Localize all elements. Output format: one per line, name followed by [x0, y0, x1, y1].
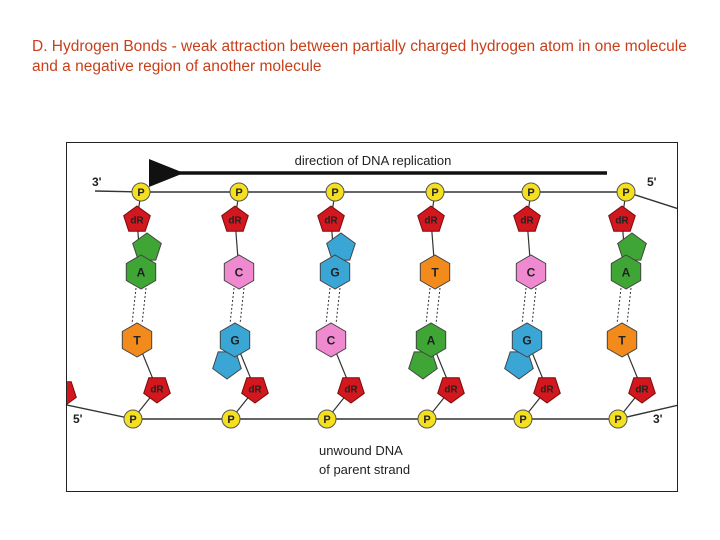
bottom-strand-5prime-label: 5' [73, 412, 83, 426]
bottom-phosphate-5-label: P [519, 413, 527, 426]
bottom-phosphate-4-label: P [423, 413, 431, 426]
top-base-1-label: A [136, 265, 146, 280]
hydrogen-bond [142, 288, 146, 324]
top-base-6-ring5 [618, 233, 647, 260]
top-base-6-label: A [621, 265, 631, 280]
top-base-1-ring5 [133, 233, 162, 260]
hydrogen-bond [426, 288, 430, 324]
caption-line-1: unwound DNA [319, 443, 403, 458]
bottom-strand-3prime-label: 3' [653, 412, 663, 426]
bottom-base-6-label: T [618, 333, 626, 348]
top-sugar-2-label: dR [228, 215, 242, 227]
hydrogen-bond [336, 288, 340, 324]
top-sugar-5-label: dR [520, 215, 534, 227]
top-sugar-3-label: dR [324, 215, 338, 227]
bottom-backbone [67, 405, 678, 419]
top-backbone [95, 191, 678, 209]
top-base-3-label: G [330, 265, 340, 280]
bottom-phosphate-6-label: P [614, 413, 622, 426]
bottom-sugar-3-label: dR [344, 384, 358, 396]
bottom-sugar-1-label: dR [150, 384, 164, 396]
top-phosphate-4-label: P [431, 186, 439, 199]
top-phosphate-5-label: P [527, 186, 535, 199]
slide-title: D. Hydrogen Bonds - weak attraction between partially charged hydrogen atom in one molecule and a negative region of another molecule [32, 38, 687, 75]
bottom-base-3-label: C [326, 333, 336, 348]
bottom-base-2-label: G [230, 333, 240, 348]
top-base-5-label: C [526, 265, 536, 280]
bottom-sugar-2-label: dR [248, 384, 262, 396]
hydrogen-bond [617, 288, 621, 324]
bottom-phosphate-2-label: P [227, 413, 235, 426]
dna-replication-figure [66, 142, 678, 492]
partial-sugar [67, 382, 76, 407]
hydrogen-bond [627, 288, 631, 324]
hydrogen-bond [436, 288, 440, 324]
top-base-3-ring5 [327, 233, 356, 260]
bottom-sugar-5-label: dR [540, 384, 554, 396]
top-strand-5prime-label: 5' [647, 175, 657, 189]
top-phosphate-2-label: P [235, 186, 243, 199]
hydrogen-bond [230, 288, 234, 324]
bottom-phosphate-1-label: P [129, 413, 137, 426]
bottom-base-5-label: G [522, 333, 532, 348]
hydrogen-bond [532, 288, 536, 324]
bottom-base-1-label: T [133, 333, 141, 348]
direction-label: direction of DNA replication [294, 153, 452, 168]
top-base-4-label: T [431, 265, 439, 280]
hydrogen-bond [522, 288, 526, 324]
top-sugar-6-label: dR [615, 215, 629, 227]
caption-line-2: of parent strand [319, 462, 411, 477]
top-phosphate-1-label: P [137, 186, 145, 199]
hydrogen-bond [240, 288, 244, 324]
top-sugar-4-label: dR [424, 215, 438, 227]
dna-diagram [67, 143, 678, 492]
top-base-2-label: C [234, 265, 244, 280]
bottom-sugar-6-label: dR [635, 384, 649, 396]
top-sugar-1-label: dR [130, 215, 144, 227]
top-phosphate-6-label: P [622, 186, 630, 199]
hydrogen-bond [326, 288, 330, 324]
bottom-sugar-4-label: dR [444, 384, 458, 396]
bottom-base-4-label: A [426, 333, 436, 348]
top-strand-3prime-label: 3' [92, 175, 102, 189]
bottom-phosphate-3-label: P [323, 413, 331, 426]
hydrogen-bond [132, 288, 136, 324]
top-phosphate-3-label: P [331, 186, 339, 199]
